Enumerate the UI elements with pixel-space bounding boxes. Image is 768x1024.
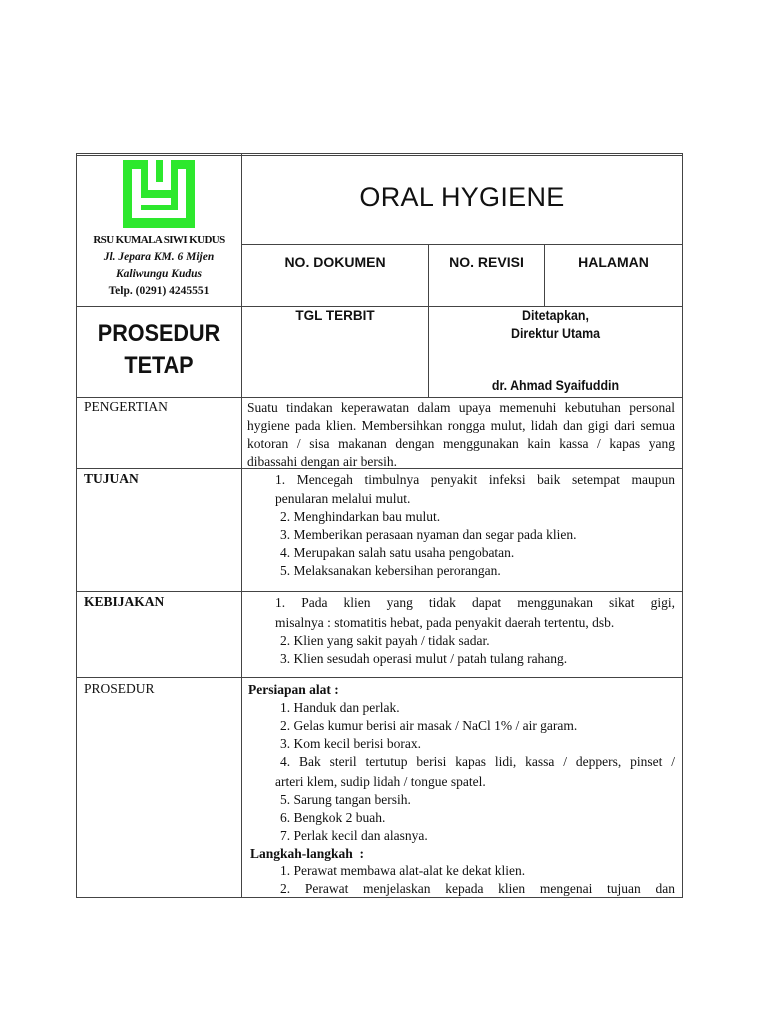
list-item: 4. Merupakan salah satu usaha pengobatan.: [280, 545, 515, 560]
hospital-address-line2: Kaliwungu Kudus: [116, 268, 202, 280]
persiapan-title: Persiapan alat :: [248, 682, 339, 697]
section-label-prosedur: PROSEDUR: [84, 681, 155, 696]
list-item: 4. Bak steril tertutup berisi kapas lidi, kassa / deppers, pinset /: [280, 754, 675, 769]
list-item: 3. Kom kecil berisi borax.: [280, 736, 421, 751]
list-item: 3. Klien sesudah operasi mulut / patah tulang rahang.: [280, 651, 568, 666]
document-title: ORAL HYGIENE: [359, 182, 565, 212]
hospital-phone: Telp. (0291) 4245551: [108, 285, 210, 297]
section-label-kebijakan: KEBIJAKAN: [84, 594, 165, 609]
hospital-name: RSU KUMALA SIWI KUDUS: [93, 234, 225, 246]
list-item: 3. Memberikan perasaan nyaman dan segar pada klien.: [280, 527, 577, 542]
list-item: 2. Perawat menjelaskan kepada klien mengenai tujuan dan: [280, 881, 675, 896]
langkah-title: Langkah-langkah :: [250, 846, 365, 861]
row-line-tujuan: [76, 591, 683, 592]
pengertian-text: Suatu tindakan keperawatan dalam upaya memenuhi kebutuhan personal hygiene pada klien. Membersihkan rongga mulut, lidah dan gigi dari semua kotoran / sisa makanan dengan menggunakan kain kassa / kapas yang dibassahi dengan air bersih.: [247, 400, 675, 469]
list-item: misalnya : stomatitis hebat, pada penyakit daerah tertentu, dsb.: [275, 615, 615, 630]
list-item: 1. Mencegah timbulnya penyakit infeksi baik setempat maupun: [275, 472, 675, 487]
list-item: 7. Perlak kecil dan alasnya.: [280, 828, 428, 843]
list-item: 1. Handuk dan perlak.: [280, 700, 400, 715]
table-border-top: [76, 153, 683, 154]
section-label-pengertian: PENGERTIAN: [84, 399, 168, 414]
langkah-list: [275, 862, 675, 898]
list-item: 2. Klien yang sakit payah / tidak sadar.: [280, 633, 490, 648]
procedure-type-line2: TETAP: [124, 352, 194, 379]
list-item: 1. Perawat membawa alat-alat ke dekat klien.: [280, 863, 526, 878]
list-item: arteri klem, sudip lidah / tongue spatel.: [275, 774, 486, 789]
list-item: 5. Sarung tangan bersih.: [280, 792, 411, 807]
list-item: penularan melalui mulut.: [275, 491, 411, 506]
halaman-label: HALAMAN: [578, 254, 649, 270]
tgl-terbit-label: TGL TERBIT: [295, 308, 375, 323]
no-dokumen-label: NO. DOKUMEN: [284, 254, 386, 270]
ditetapkan-label: Ditetapkan,: [522, 308, 589, 323]
table-border-top-inner: [76, 155, 683, 156]
hospital-address-line1: Jl. Jepara KM. 6 Mijen: [103, 251, 215, 263]
direktur-label: Direktur Utama: [510, 326, 601, 341]
list-item: 6. Bengkok 2 buah.: [280, 810, 386, 825]
section-label-tujuan: TUJUAN: [84, 471, 139, 486]
table-border-left: [76, 153, 77, 898]
tujuan-list: [275, 471, 675, 580]
list-item: 2. Gelas kumur berisi air masak / NaCl 1% / air garam.: [280, 718, 578, 733]
procedure-type-line1: PROSEDUR: [97, 320, 221, 347]
no-revisi-label: NO. REVISI: [449, 254, 524, 270]
row-line-title: [241, 244, 683, 245]
list-item: 5. Melaksanakan kebersihan perorangan.: [280, 563, 501, 578]
signatory-name: dr. Ahmad Syaifuddin: [491, 378, 620, 393]
list-item: 2. Menghindarkan bau mulut.: [280, 509, 441, 524]
list-item: 1. Pada klien yang tidak dapat menggunakan sikat gigi,: [275, 595, 675, 610]
persiapan-list: [275, 699, 675, 845]
row-line-header-bottom: [76, 397, 683, 398]
hospital-logo-icon: [123, 160, 195, 228]
row-line-logo: [76, 306, 683, 307]
table-border-right: [682, 153, 683, 898]
kebijakan-list: [275, 594, 675, 668]
row-line-kebijakan: [76, 677, 683, 678]
